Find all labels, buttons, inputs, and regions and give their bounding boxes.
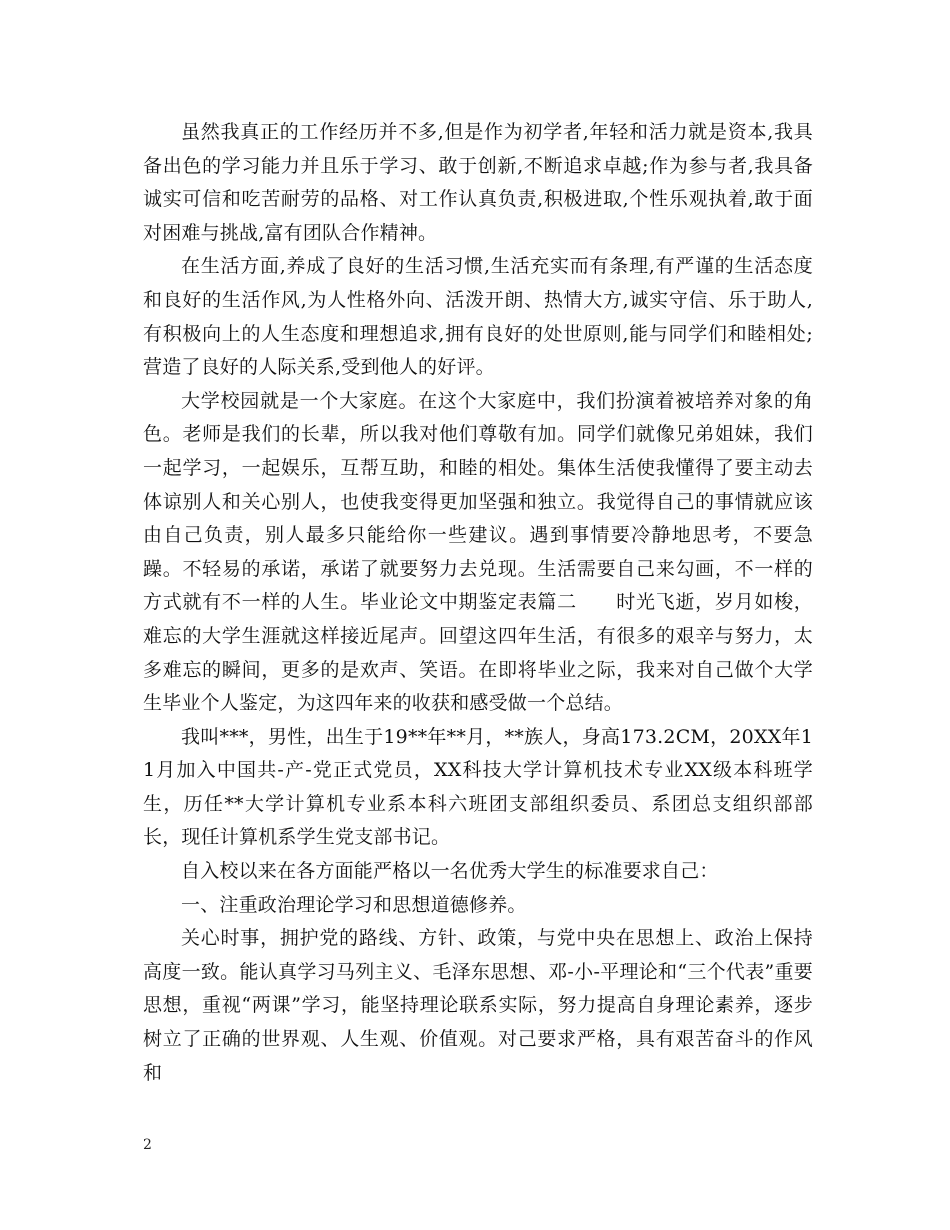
paragraph-4: 我叫***，男性，出生于19**年**月，**族人，身高173.2CM，20XX年11月加入中国共-产-党正式党员，XX科技大学计算机技术专业XX级本科班学生，历任**大学计算机专业系本科六班团支部组织委员、系团总支组织部部长，现任计算机系学生党支部书记。 [143,725,813,849]
document-body [143,116,813,1090]
page-number: 2 [143,1137,152,1153]
paragraph-6: 一、注重政治理论学习和思想道德修养。 [181,893,527,916]
paragraph-3: 大学校园就是一个大家庭。在这个大家庭中，我们扮演着被培养对象的角色。老师是我们的长辈，所以我对他们尊敬有加。同学们就像兄弟姐妹，我们一起学习，一起娱乐，互帮互助，和睦的相处。集体生活使我懂得了要主动去体谅别人和关心别人，也使我变得更加坚强和独立。我觉得自己的事情就应该由自己负责，别人最多只能给你一些建议。遇到事情要冷静地思考，不要急躁。不轻易的承诺，承诺了就要努力去兑现。生活需要自己来勾画，不一样的方式就有不一样的人生。毕业论文中期鉴定表篇二 时光飞逝，岁月如梭，难忘的大学生涯就这样接近尾声。回望这四年生活，有很多的艰辛与努力，太多难忘的瞬间，更多的是欢声、笑语。在即将毕业之际，我来对自己做个大学生毕业个人鉴定，为这四年来的收获和感受做一个总结。 [143,389,813,715]
paragraph-7: 关心时事，拥护党的路线、方针、政策，与党中央在思想上、政治上保持高度一致。能认真学习马列主义、毛泽东思想、邓-小-平理论和“三个代表”重要思想，重视“两课”学习，能坚持理论联系实际，努力提高自身理论素养，逐步树立了正确的世界观、人生观、价值观。对己要求严格，具有艰苦奋斗的作风和 [143,927,813,1084]
paragraph-5: 自入校以来在各方面能严格以一名优秀大学生的标准要求自己： [181,860,719,883]
paragraph-1: 虽然我真正的工作经历并不多,但是作为初学者,年轻和活力就是资本,我具备出色的学习能力并且乐于学习、敢于创新,不断追求卓越;作为参与者,我具备诚实可信和吃苦耐劳的品格、对工作认真负责,积极进取,个性乐观执着,敢于面对困难与挑战,富有团队合作精神。 [143,121,813,244]
paragraph-2: 在生活方面,养成了良好的生活习惯,生活充实而有条理,有严谨的生活态度和良好的生活作风,为人性格外向、活泼开朗、热情大方,诚实守信、乐于助人,有积极向上的人生态度和理想追求,拥有良好的处世原则,能与同学们和睦相处;营造了良好的人际关系,受到他人的好评。 [143,255,813,379]
